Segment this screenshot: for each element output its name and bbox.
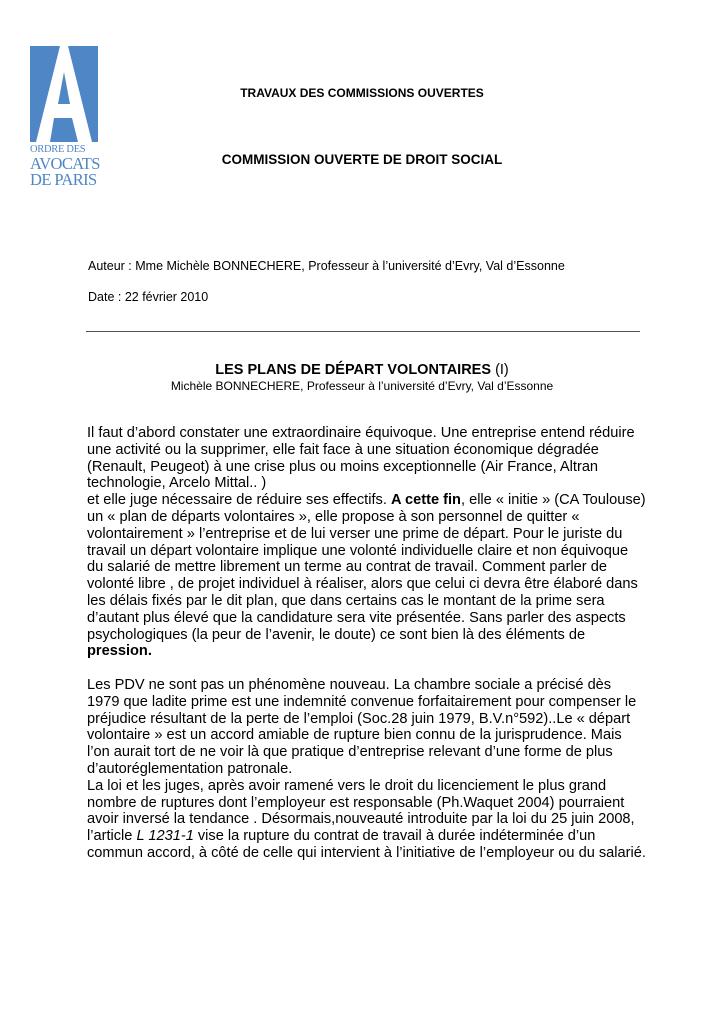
header-title-2 — [0, 152, 724, 167]
divider — [86, 331, 640, 332]
paragraph-2-bold-end: pression. — [87, 643, 152, 660]
bar-association-logo — [30, 46, 102, 189]
paragraph-4-italic: L 1231-1 — [136, 828, 194, 845]
logo-line-3: DE PARIS — [30, 170, 97, 189]
paragraph-2-middle: , elle « initie » (CA Toulouse) un « plan de départs volontaires », elle propose à son personnel de quitter « volontairement » l’entreprise et de lui verser une prime de départ. Pour le juriste du travail un départ volontaire implique une volonté individuelle claire et non équivoque du salarié de mettre librement un terme au contrat de travail. Comment parler de volonté libre , de projet individuel à réaliser, alors que celui ci devra être élaboré dans les délais fixés par le dit plan, que dans certains cas le montant de la prime sera d’autant plus élevé que la candidature sera vite présentée. Sans parler des aspects psychologiques (la peur de l’avenir, le doute) ce sont bien là des éléments de — [87, 492, 646, 643]
article-subtitle: Michèle BONNECHERE, Professeur à l’université d’Evry, Val d’Essonne — [170, 379, 554, 393]
article-title — [0, 362, 724, 378]
date-line: Date : 22 février 2010 — [88, 290, 209, 304]
paragraph-3: Les PDV ne sont pas un phénomène nouveau. La chambre sociale a précisé dès 1979 que ladite prime est une indemnité convenue forfaitairement pour compenser le préjudice résultant de la perte de l’emploi (Soc.28 juin 1979, B.V.n°592)..Le « départ volontaire » est un accord amiable de rupture bien connu de la jurisprudence. Mais l’on aurait tort de ne voir là que pratique d’entreprise relevant d’une forme de plus d’autoréglementation patronale. — [87, 676, 637, 777]
paragraph-2 — [87, 492, 647, 660]
article-body — [87, 425, 647, 862]
paragraph-4-start: La loi et les juges, après avoir ramené vers le droit du licenciement le plus grand nombre de ruptures dont l’employeur est responsable (Ph.Waquet 2004) pourraient avoir inversé la tendance . Désormais,nouveauté introduite par la loi du 25 juin 2008, l’article — [87, 777, 635, 845]
paragraph-2-start: et elle juge nécessaire de réduire ses effectifs. — [87, 492, 391, 509]
paragraph-2-bold: A cette fin — [390, 492, 461, 509]
paragraph-4 — [87, 778, 647, 862]
paragraph-gap — [87, 660, 647, 677]
paragraph-1: Il faut d’abord constater une extraordinaire équivoque. Une entreprise entend réduire une activité ou la supprimer, elle fait face à une situation économique dégradée (Renault, Peugeot) à une crise plus ou moins exceptionnelle (Air France, Altran technologie, Arcelo Mittal.. ) — [87, 425, 635, 492]
author-line: Auteur : Mme Michèle BONNECHERE, Professeur à l’université d’Evry, Val d’Essonne — [88, 259, 565, 273]
header-title-1 — [0, 86, 724, 100]
article-title-suffix: (I) — [495, 362, 509, 378]
paragraph-4-end: vise la rupture du contrat de travail à durée indéterminée d’un commun accord, à côté de celle qui intervient à l’initiative de l’employeur ou du salarié. — [87, 828, 646, 861]
header-title-2-text: COMMISSION OUVERTE DE DROIT SOCIAL — [221, 152, 503, 167]
article-title-text: LES PLANS DE DÉPART VOLONTAIRES — [215, 362, 492, 378]
logo-line-1: ORDRE DES — [30, 144, 86, 155]
logo-line-2: AVOCATS — [30, 153, 100, 173]
header-title-1-text: TRAVAUX DES COMMISSIONS OUVERTES — [240, 86, 484, 100]
